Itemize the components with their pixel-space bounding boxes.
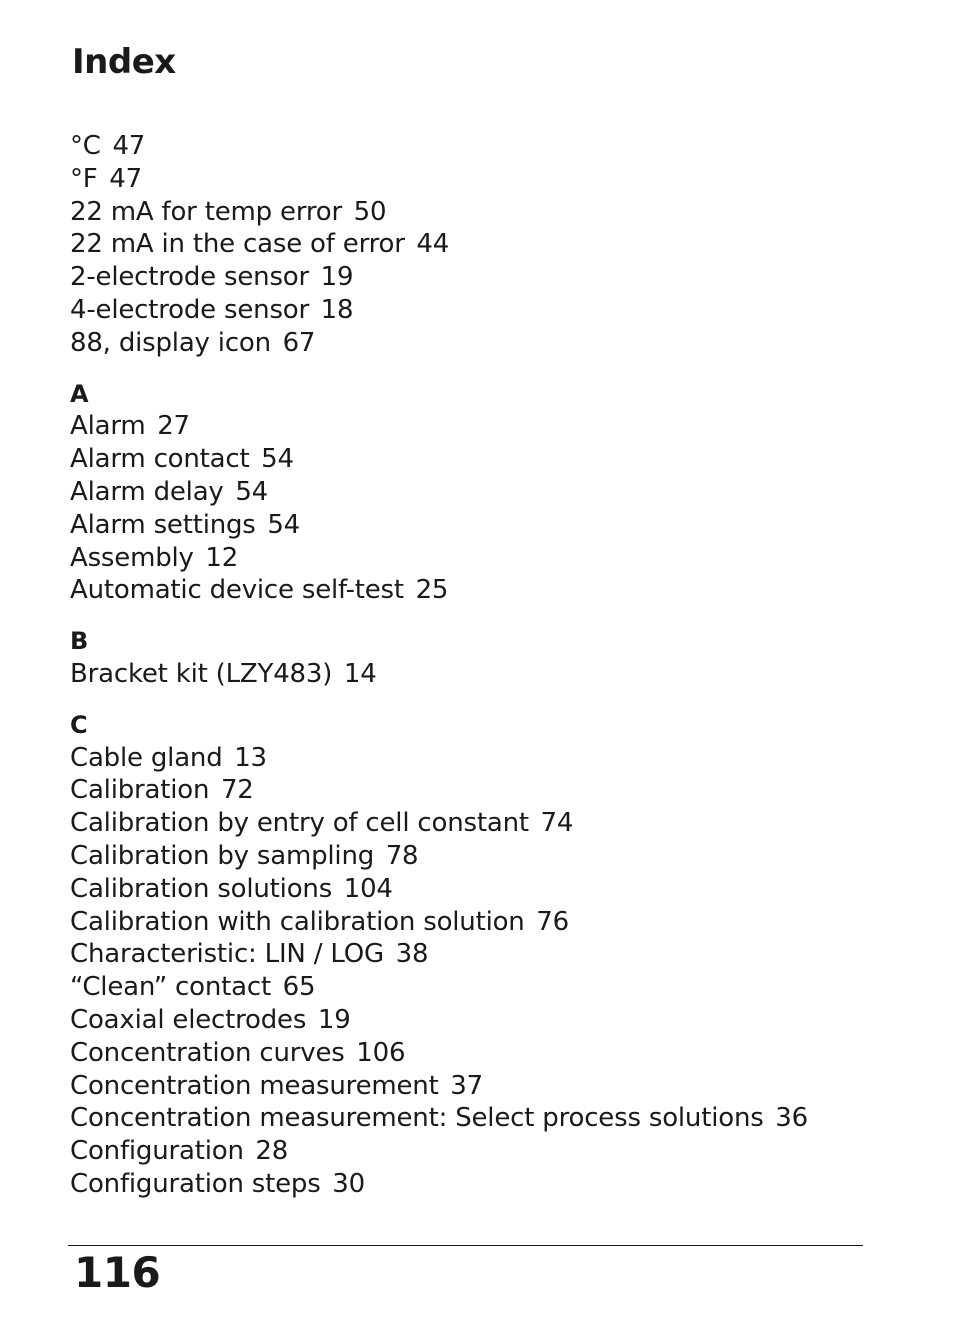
index-term: “Clean” contact <box>70 972 271 1003</box>
index-term: Automatic device self-test <box>70 575 404 606</box>
index-entry <box>70 163 890 196</box>
index-entry <box>70 906 890 939</box>
index-entry <box>70 742 890 775</box>
page-title: Index <box>72 42 176 82</box>
index-entry <box>70 509 890 542</box>
index-entry <box>70 542 890 575</box>
index-entry <box>70 443 890 476</box>
index-page-ref: 14 <box>343 658 377 689</box>
index-term: Calibration with calibration solution <box>70 906 525 937</box>
index-page-ref: 72 <box>220 775 254 806</box>
index-entry <box>70 228 890 261</box>
index-page-ref: 44 <box>416 229 450 260</box>
index-entry <box>70 294 890 327</box>
index-page-ref: 36 <box>775 1103 808 1134</box>
index-page-ref: 47 <box>109 163 142 194</box>
index-term: Concentration measurement <box>70 1070 439 1101</box>
index-page-ref: 54 <box>261 444 294 475</box>
index-entry <box>70 196 890 229</box>
index-term: 22 mA in the case of error <box>70 229 405 260</box>
index-term: Concentration curves <box>70 1037 345 1068</box>
index-entry <box>70 971 890 1004</box>
group-letter-heading: C <box>70 710 88 739</box>
index-page-ref: 27 <box>157 411 190 442</box>
index-entry <box>70 1102 890 1135</box>
index-term: 22 mA for temp error <box>70 196 342 227</box>
index-term: Alarm contact <box>70 444 250 475</box>
index-term: Characteristic: LIN / LOG <box>70 939 384 970</box>
index-list <box>70 130 890 1201</box>
index-page-ref: 47 <box>112 131 146 161</box>
index-entry <box>70 327 890 360</box>
index-term: Alarm delay <box>70 476 224 507</box>
index-page-ref: 54 <box>235 476 268 507</box>
index-term: Concentration measurement: Select process solutions <box>70 1103 764 1134</box>
index-page-ref: 106 <box>356 1037 406 1068</box>
index-page-ref: 76 <box>536 906 569 937</box>
page-number: 116 <box>74 1248 161 1297</box>
index-page-ref: 78 <box>385 840 419 871</box>
index-term: Configuration <box>70 1136 244 1167</box>
index-page-ref: 67 <box>282 327 316 358</box>
index-term: Cable gland <box>70 742 223 773</box>
footer-divider <box>68 1245 863 1246</box>
index-entry <box>70 261 890 294</box>
index-group-a <box>70 378 890 608</box>
index-term: °C <box>70 131 101 161</box>
index-term: Alarm <box>70 411 146 442</box>
index-page-ref: 74 <box>540 808 574 839</box>
index-entry <box>70 840 890 873</box>
index-entry <box>70 938 890 971</box>
index-entry <box>70 658 890 691</box>
index-term: Alarm settings <box>70 509 256 540</box>
index-entry <box>70 1037 890 1070</box>
index-entry <box>70 476 890 509</box>
index-entry <box>70 774 890 807</box>
index-entry <box>70 1168 890 1201</box>
index-entry <box>70 873 890 906</box>
index-term: Bracket kit (LZY483) <box>70 658 333 689</box>
index-term: 88, display icon <box>70 327 271 358</box>
index-group-symbols <box>70 130 890 360</box>
index-page-ref: 38 <box>395 939 429 970</box>
index-term: Assembly <box>70 542 194 573</box>
index-page-ref: 104 <box>343 873 393 904</box>
index-entry <box>70 1070 890 1103</box>
index-page-ref: 12 <box>205 542 239 573</box>
index-page-ref: 65 <box>282 972 316 1003</box>
index-group-b <box>70 625 890 691</box>
index-entry <box>70 130 890 163</box>
index-term: 2-electrode sensor <box>70 262 309 293</box>
index-term: Calibration by entry of cell constant <box>70 808 529 839</box>
index-term: Coaxial electrodes <box>70 1004 307 1035</box>
index-group-c <box>70 709 890 1201</box>
index-page-ref: 37 <box>450 1070 483 1101</box>
index-page-ref: 19 <box>317 1004 351 1035</box>
index-entry <box>70 410 890 443</box>
index-term: °F <box>70 163 98 194</box>
index-term: Calibration by sampling <box>70 840 375 871</box>
index-page-ref: 30 <box>332 1168 365 1199</box>
index-entry <box>70 807 890 840</box>
index-page-ref: 54 <box>267 509 301 540</box>
index-page-ref: 19 <box>320 262 354 293</box>
group-letter-heading: A <box>70 379 89 408</box>
index-term: Configuration steps <box>70 1168 321 1199</box>
index-term: 4-electrode sensor <box>70 294 309 325</box>
index-page-ref: 50 <box>353 196 387 227</box>
index-entry <box>70 1004 890 1037</box>
index-entry <box>70 1135 890 1168</box>
index-entry <box>70 574 890 607</box>
index-term: Calibration <box>70 775 210 806</box>
index-page-ref: 18 <box>320 294 354 325</box>
index-page-ref: 28 <box>255 1136 289 1167</box>
group-letter-heading: B <box>70 627 89 656</box>
index-term: Calibration solutions <box>70 873 333 904</box>
index-page-ref: 25 <box>415 575 449 606</box>
index-page-ref: 13 <box>234 742 267 773</box>
